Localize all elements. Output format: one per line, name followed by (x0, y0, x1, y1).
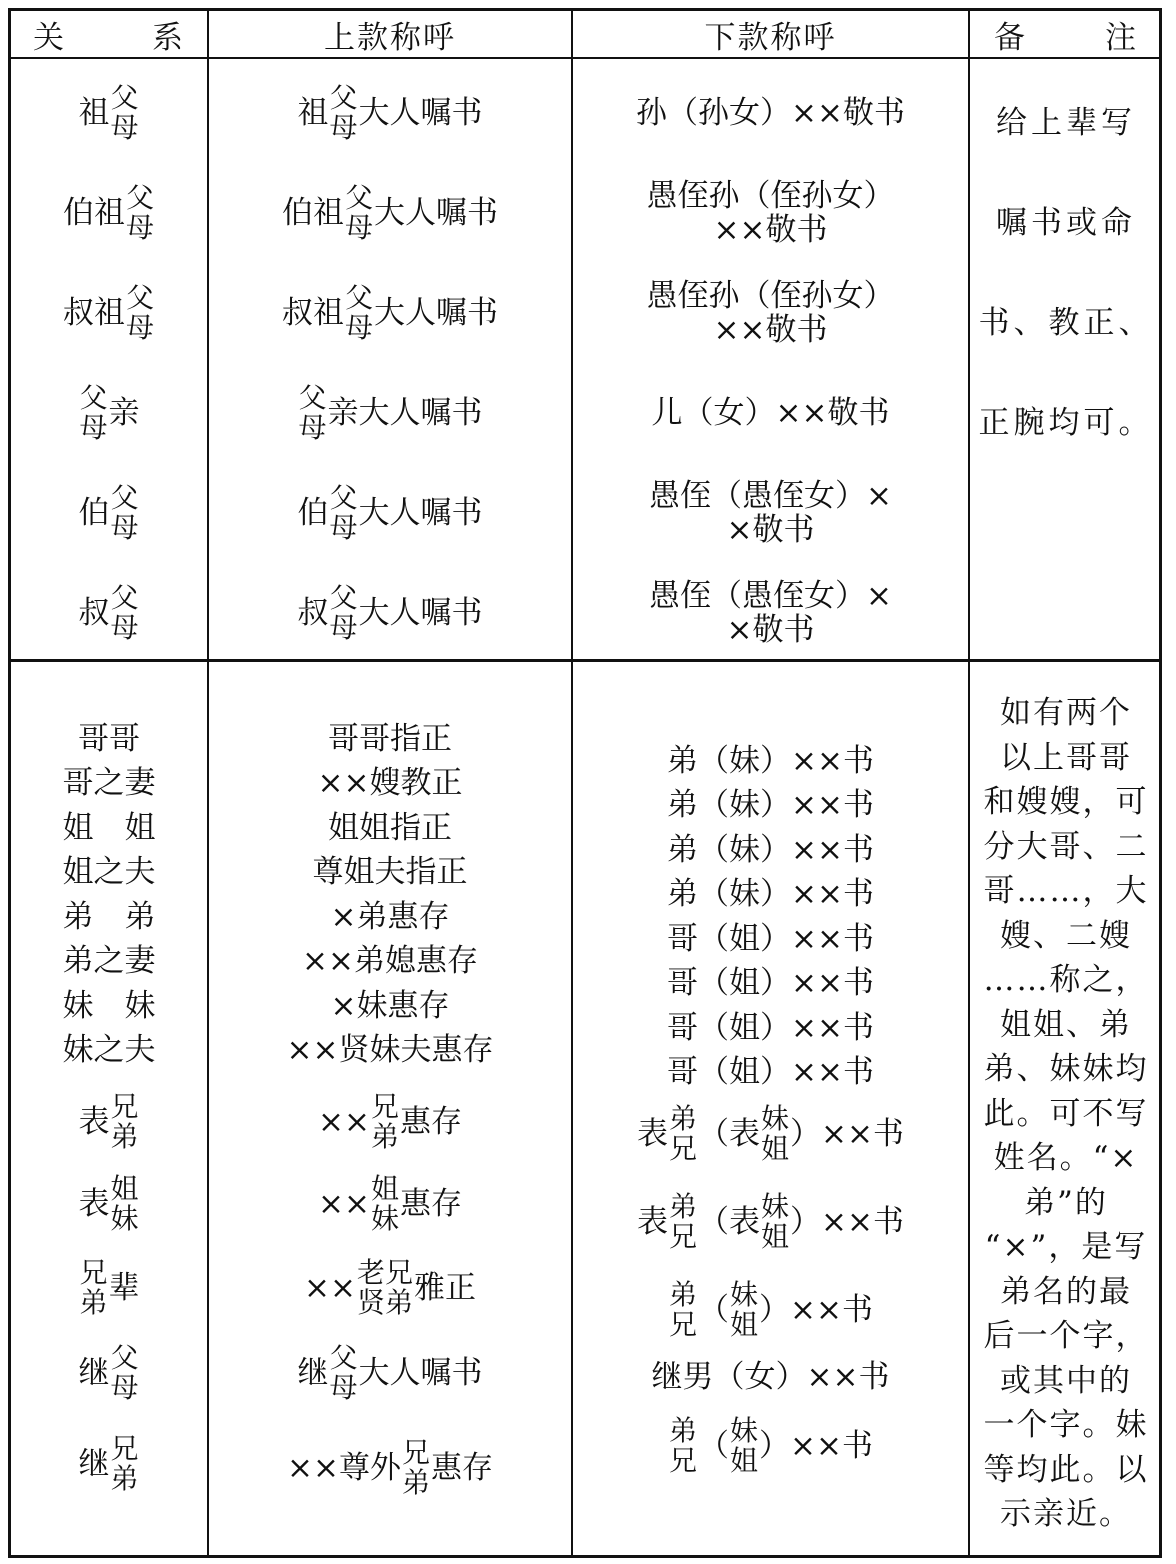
relation-cell: 祖 父 母 (78, 81, 139, 144)
relation-cell: 叔 父 母 (78, 581, 139, 644)
upper-cell: 叔 父 母 大人嘱书 (297, 581, 483, 644)
relation-cell: 继 兄 弟 (78, 1432, 139, 1495)
header-upper: 上款称呼 (324, 19, 456, 56)
relation-cell: 姐 姐 (62, 809, 156, 846)
upper-cell: ×× 姐 妹 惠存 (318, 1172, 462, 1235)
peer-note: 如有两个 以上哥哥 和嫂嫂，可 分大哥、二 哥……，大 嫂、二嫂 ……称之， 姐姐、弟 弟、妹妹均 此。可不写 姓名。“× 弟”的 “×”，是写 弟名的最 后一个字， 或其中的 一个字。妹 等均此。以 示亲近。 (983, 695, 1149, 1532)
lower-cell: 表 弟 兄 （表 妹 姐 ）××书 (637, 1190, 904, 1253)
upper-cell: 尊姐夫指正 (312, 854, 468, 891)
upper-cell: ×× 兄 弟 惠存 (318, 1090, 462, 1153)
peer-relations (11, 713, 207, 1069)
relation-cell: 弟之妻 (62, 943, 156, 980)
lower-cell: 弟 兄 （ 妹 姐 ）××书 (669, 1278, 873, 1341)
upper-cell: ××弟媳惠存 (302, 943, 478, 980)
upper-cell: 父 母 亲大人嘱书 (298, 381, 483, 444)
lower-cell: 孙（孙女）××敬书 (636, 95, 905, 131)
upper-cell: ×× 老兄 贤弟 雅正 (304, 1256, 476, 1319)
lower-cell: 弟（妹）××书 (667, 876, 874, 913)
upper-cell: ××尊外 兄 弟 惠存 (287, 1436, 493, 1499)
lower-cell: 儿（女）××敬书 (651, 395, 890, 431)
upper-cell: 哥哥指正 (328, 720, 452, 757)
lower-cell: 哥（姐）××书 (667, 965, 874, 1002)
etiquette-table (8, 8, 1162, 1558)
upper-cell: ××贤妹夫惠存 (286, 1032, 494, 1069)
relation-cell: 父 母 亲 (79, 381, 140, 444)
lower-cell: 弟（妹）××书 (667, 787, 874, 824)
lower-cell: 弟（妹）××书 (667, 742, 874, 779)
relation-cell: 伯祖 父 母 (62, 181, 154, 244)
peer-lower (573, 735, 968, 1091)
upper-cell: 叔祖 父 母 大人嘱书 (281, 281, 498, 344)
header-relation: 关 系 (33, 19, 185, 56)
upper-cell: 祖 父 母 大人嘱书 (297, 81, 483, 144)
upper-cell: ×弟惠存 (330, 898, 450, 935)
upper-cell: 姐姐指正 (328, 809, 452, 846)
relation-cell: 兄 弟 辈 (79, 1256, 140, 1319)
lower-cell: 表 弟 兄 （表 妹 姐 ）××书 (637, 1102, 904, 1165)
upper-cell: 继 父 母 大人嘱书 (297, 1341, 483, 1404)
header-divider (11, 57, 1159, 59)
relation-cell: 继 父 母 (78, 1341, 139, 1404)
relation-cell: 表 兄 弟 (78, 1090, 139, 1153)
lower-cell: 愚侄孙（侄孙女） ××敬书 (646, 278, 895, 348)
lower-cell: 弟 兄 （ 妹 姐 ）××书 (669, 1414, 873, 1477)
relation-cell: 弟 弟 (62, 898, 156, 935)
upper-cell: 伯 父 母 大人嘱书 (297, 481, 483, 544)
relation-cell: 妹之夫 (62, 1032, 156, 1069)
upper-cell: ××嫂教正 (317, 765, 463, 802)
elder-note: 给上辈写 嘱书或命 书、教正、 正腕均可。 (978, 104, 1154, 441)
relation-cell: 姐之夫 (62, 854, 156, 891)
upper-cell: ×妹惠存 (330, 987, 450, 1024)
lower-cell: 哥（姐）××书 (667, 1009, 874, 1046)
lower-cell: 弟（妹）××书 (667, 831, 874, 868)
header-lower: 下款称呼 (704, 19, 837, 56)
relation-cell: 妹 妹 (62, 987, 156, 1024)
lower-cell: 继男（女）××书 (651, 1359, 890, 1395)
relation-cell: 叔祖 父 母 (62, 281, 154, 344)
relation-cell: 伯 父 母 (78, 481, 139, 544)
header-note: 备 注 (994, 19, 1138, 56)
lower-cell: 哥（姐）××书 (667, 1054, 874, 1091)
relation-cell: 表 姐 妹 (78, 1172, 139, 1235)
lower-cell: 哥（姐）××书 (667, 920, 874, 957)
relation-cell: 哥之妻 (62, 765, 156, 802)
peer-upper (209, 713, 571, 1069)
upper-cell: 伯祖 父 母 大人嘱书 (281, 181, 498, 244)
relation-cell: 哥哥 (78, 720, 140, 757)
lower-cell: 愚侄（愚侄女）× ×敬书 (649, 478, 892, 548)
lower-cell: 愚侄孙（侄孙女） ××敬书 (646, 178, 895, 248)
lower-cell: 愚侄（愚侄女）× ×敬书 (649, 578, 892, 648)
